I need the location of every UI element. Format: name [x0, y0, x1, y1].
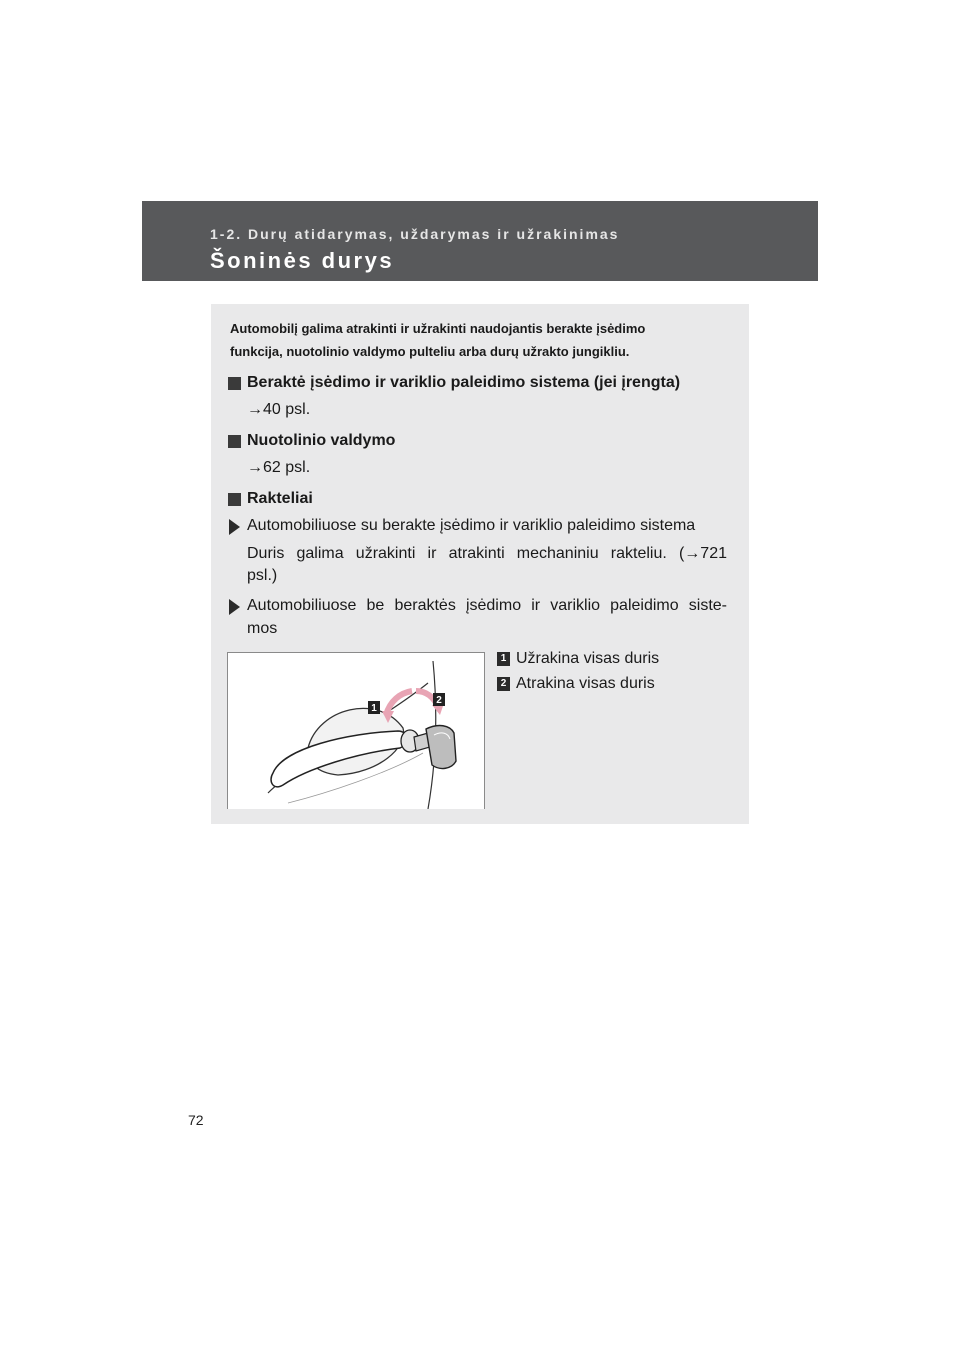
callout-number-1: 1 [371, 703, 377, 714]
legend-unlock-all-doors: Atrakina visas duris [516, 675, 655, 692]
page-title: Šoninės durys [210, 248, 395, 273]
heading-square-icon [228, 493, 241, 506]
bullet-with-keyless: Automobiliuose su berakte įsėdimo ir variklio paleidimo sistema [247, 517, 696, 534]
heading-keyless-entry: Beraktė įsėdimo ir variklio paleidimo sistema (jei įrengta) [247, 374, 681, 391]
bullet-without-keyless-end: mos [247, 620, 278, 637]
legend-number-2: 2 [497, 677, 510, 691]
callout-number-2: 2 [436, 695, 442, 706]
bullet-triangle-icon [229, 519, 240, 535]
content-panel [211, 304, 749, 824]
heading-keys: Rakteliai [247, 490, 313, 507]
reference-remote-control: →62 psl. [247, 459, 311, 476]
intro-line-2: funkcija, nuotolinio valdymo pulteliu arba durų užrakto jungikliu. [230, 344, 630, 359]
door-handle-key-drawing [228, 653, 484, 809]
heading-remote-control: Nuotolinio valdymo [247, 432, 396, 449]
page-number: 72 [188, 1112, 204, 1128]
bullet-triangle-icon [229, 599, 240, 615]
heading-square-icon [228, 435, 241, 448]
bullet-with-keyless-body-end: psl.) [247, 567, 278, 584]
legend-number-1: 1 [497, 652, 510, 666]
bullet-with-keyless-body: Duris galima užrakinti ir atrakinti mechaniniu rakteliu. (→721 [247, 545, 727, 562]
legend-lock-all-doors: Užrakina visas duris [516, 650, 660, 667]
heading-square-icon [228, 377, 241, 390]
bullet-without-keyless: Automobiliuose be beraktės įsėdimo ir variklio paleidimo siste- [247, 597, 727, 614]
door-handle-key-illustration [227, 652, 485, 809]
intro-line-1: Automobilį galima atrakinti ir užrakinti naudojantis berakte įsėdimo [230, 321, 646, 336]
section-label: 1-2. Durų atidarymas, uždarymas ir užrakinimas [210, 226, 620, 242]
reference-keyless-entry: →40 psl. [247, 401, 311, 418]
chapter-header [142, 201, 818, 281]
